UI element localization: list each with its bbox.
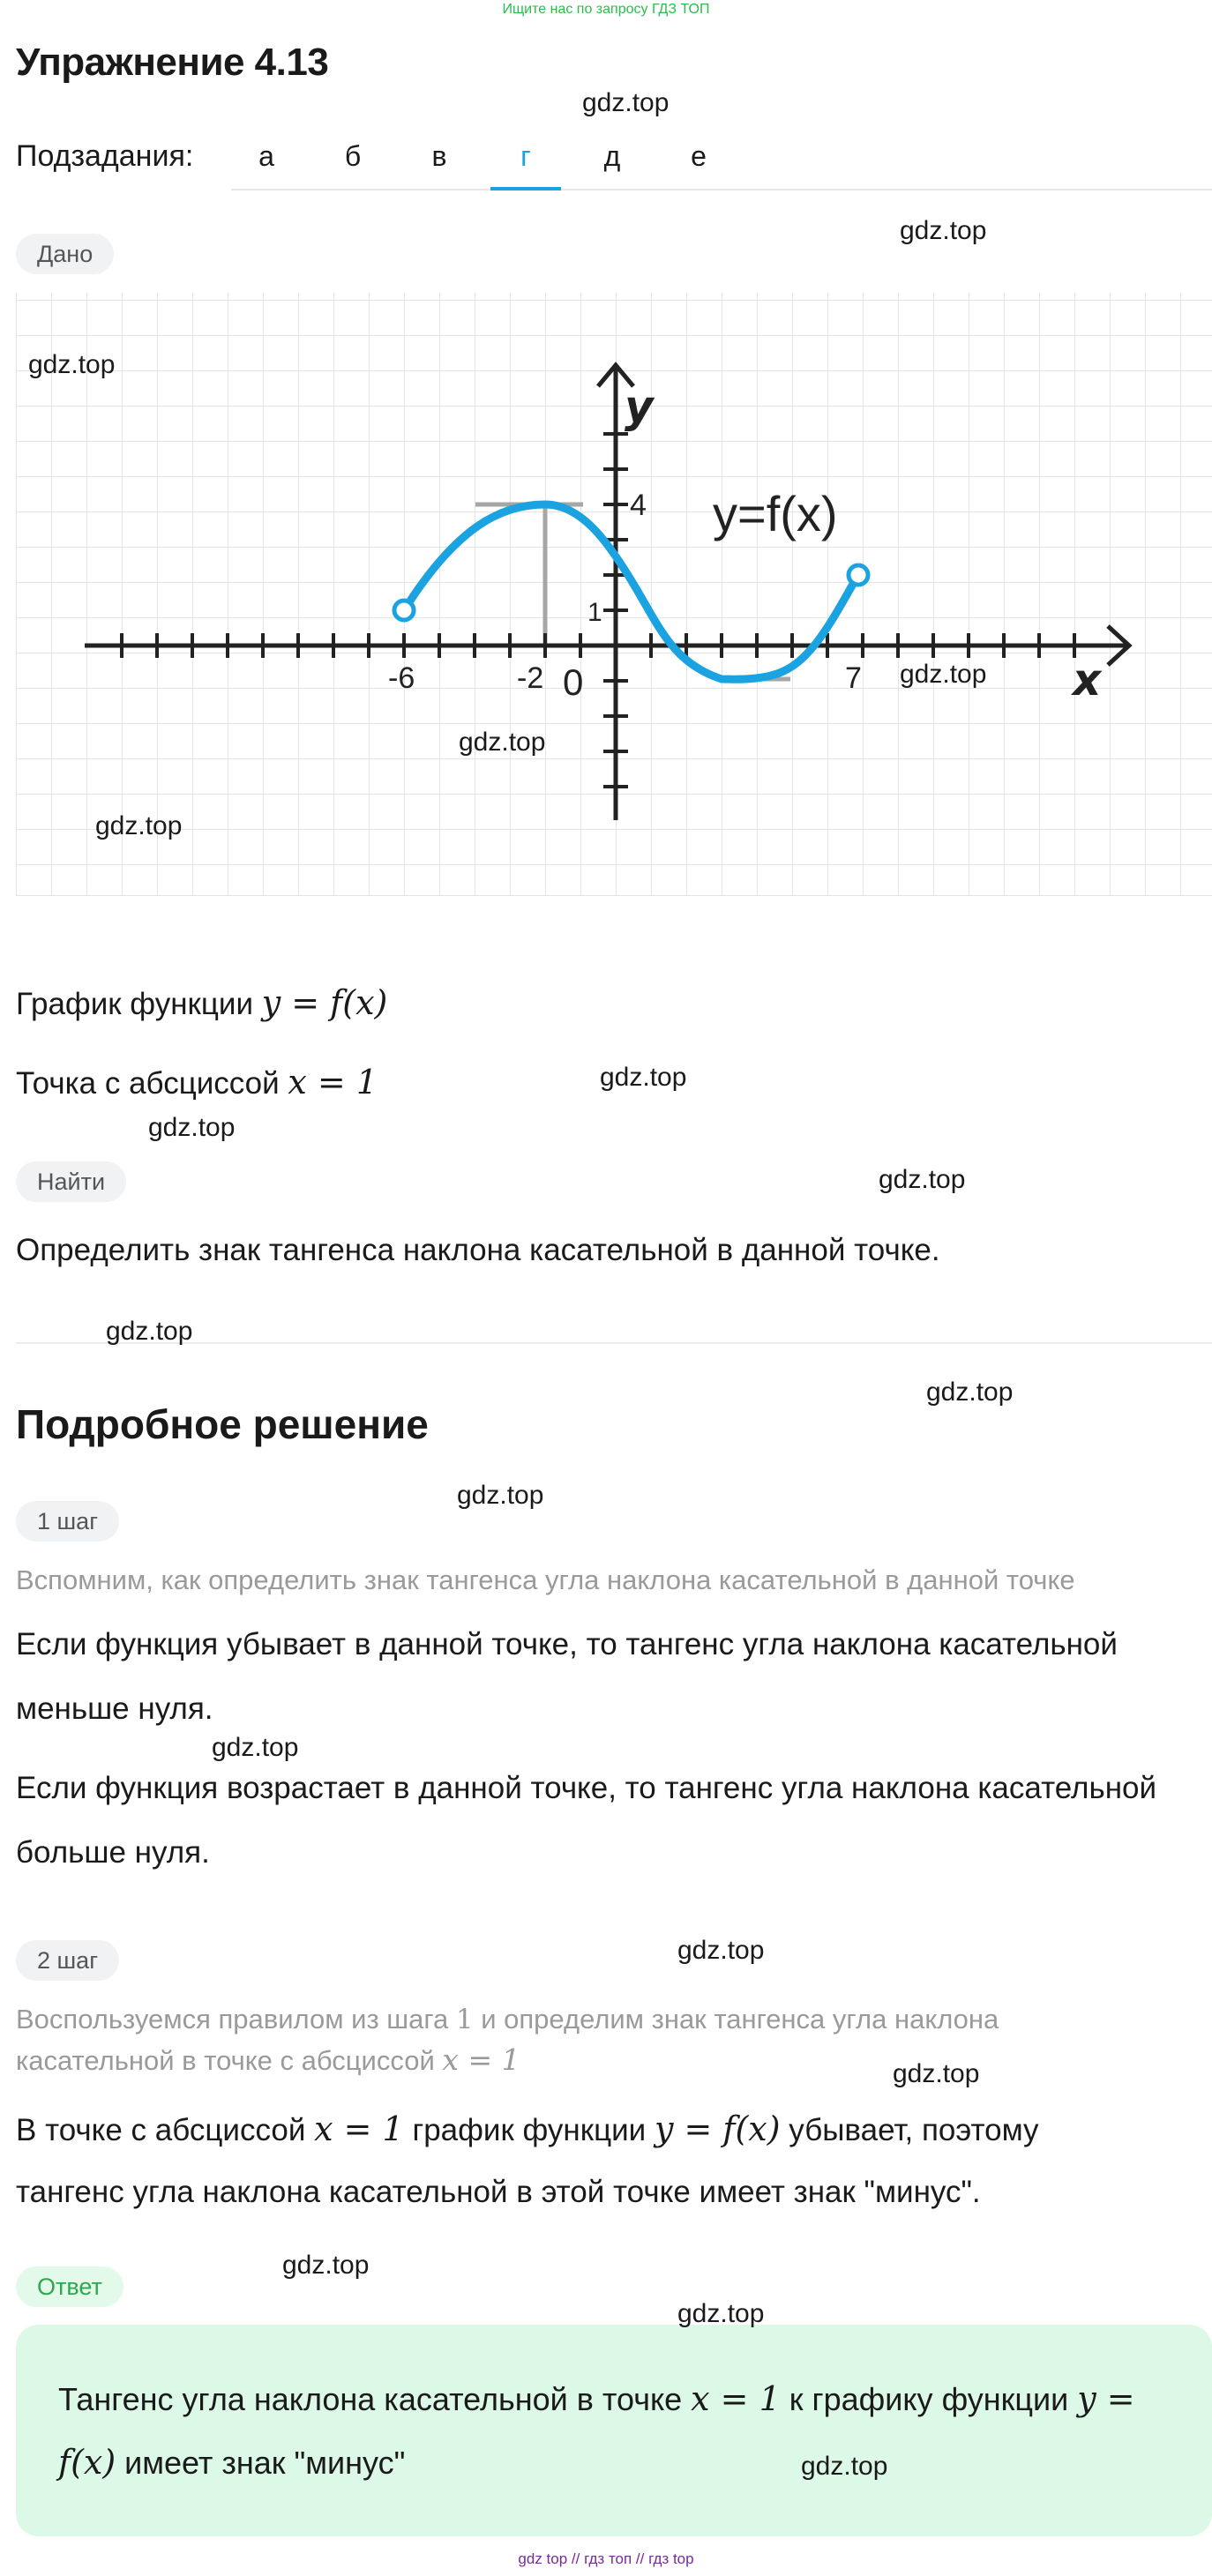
footer: gdz top // гдз топ // гдз top <box>518 2550 694 2567</box>
given-function-line: График функции y = f(x) <box>16 983 388 1022</box>
x-axis-label: x <box>1073 654 1102 706</box>
function-label: y=f(x) <box>713 486 838 541</box>
tick-label-y4: 4 <box>630 489 647 522</box>
subtab-d[interactable]: д <box>603 140 621 172</box>
step1-p2-line2: больше нуля. <box>16 1835 210 1870</box>
step1-p1-line2: меньше нуля. <box>16 1691 213 1726</box>
watermark: gdz.top <box>106 1317 193 1346</box>
step1-p1-line1: Если функция убывает в данной точке, то тангенс угла наклона касательной <box>16 1627 1118 1661</box>
watermark: gdz.top <box>600 1063 687 1092</box>
step2-hint-line2: касательной в точке с абсциссой x = 1 <box>16 2042 520 2077</box>
y-axis-label: y <box>625 381 654 432</box>
watermark: gdz.top <box>900 216 987 245</box>
subtab-e[interactable]: е <box>691 140 707 172</box>
step2-hint-line1: Воспользуемся правилом из шага 1 и определим знак тангенса угла наклона <box>16 2004 999 2035</box>
watermark: gdz.top <box>893 2059 980 2088</box>
step1-pill: 1 шаг <box>16 1501 119 1542</box>
step1-p2-line1: Если функция возрастает в данной точке, то тангенс угла наклона касательной <box>16 1771 1157 1805</box>
answer-pill: Ответ <box>16 2266 123 2307</box>
watermark: gdz.top <box>282 2251 370 2280</box>
watermark: gdz.top <box>148 1113 236 1142</box>
origin-label: 0 <box>563 661 584 703</box>
divider <box>16 1342 1212 1344</box>
answer-line1: Тангенс угла наклона касательной в точке x = 1 к графику функции y = <box>58 2379 1135 2418</box>
tick-label-7: 7 <box>845 661 862 695</box>
given-point-line: Точка с абсциссой x = 1 <box>16 1063 378 1101</box>
find-text: Определить знак тангенса наклона касательной в данной точке. <box>16 1233 940 1267</box>
watermark: gdz.top <box>926 1378 1014 1407</box>
step2-p-line1: В точке с абсциссой x = 1 график функции y = f(x) убывает, поэтому <box>16 2109 1039 2148</box>
watermark: gdz.top <box>28 350 116 379</box>
function-graph <box>16 293 1212 896</box>
watermark: gdz.top <box>582 88 670 117</box>
watermark: gdz.top <box>95 811 183 840</box>
top-banner: Ищите нас по запросу ГДЗ ТОП <box>502 2 710 17</box>
left-endpoint <box>394 601 414 620</box>
watermark: gdz.top <box>900 660 987 689</box>
given-pill: Дано <box>16 234 114 274</box>
tick-label-y1: 1 <box>587 598 602 627</box>
watermark: gdz.top <box>801 2452 888 2481</box>
watermark: gdz.top <box>212 1733 299 1762</box>
watermark: gdz.top <box>457 1481 544 1510</box>
find-pill: Найти <box>16 1161 126 1202</box>
subtab-g[interactable]: г <box>490 122 561 190</box>
step2-pill: 2 шаг <box>16 1940 119 1981</box>
subtab-a[interactable]: а <box>258 140 274 172</box>
subtab-b[interactable]: б <box>344 140 362 172</box>
watermark: gdz.top <box>459 728 546 757</box>
page-title: Упражнение 4.13 <box>16 41 329 84</box>
subtab-v[interactable]: в <box>431 140 447 172</box>
right-endpoint <box>849 565 868 585</box>
tick-label-neg2: -2 <box>517 661 544 695</box>
watermark: gdz.top <box>677 1936 765 1965</box>
subtasks-label: Подзадания: <box>16 139 194 173</box>
subtask-tabs <box>231 122 1212 190</box>
watermark: gdz.top <box>879 1165 966 1194</box>
step1-hint: Вспомним, как определить знак тангенса угла наклона касательной в данной точке <box>16 1564 1075 1595</box>
watermark: gdz.top <box>677 2299 765 2328</box>
solution-heading: Подробное решение <box>16 1401 429 1447</box>
answer-box <box>16 2325 1212 2536</box>
step2-p-line2: тангенс угла наклона касательной в этой точке имеет знак "минус". <box>16 2175 981 2209</box>
tick-label-neg6: -6 <box>388 661 415 695</box>
answer-line2: f(x) имеет знак "минус" <box>58 2443 406 2482</box>
